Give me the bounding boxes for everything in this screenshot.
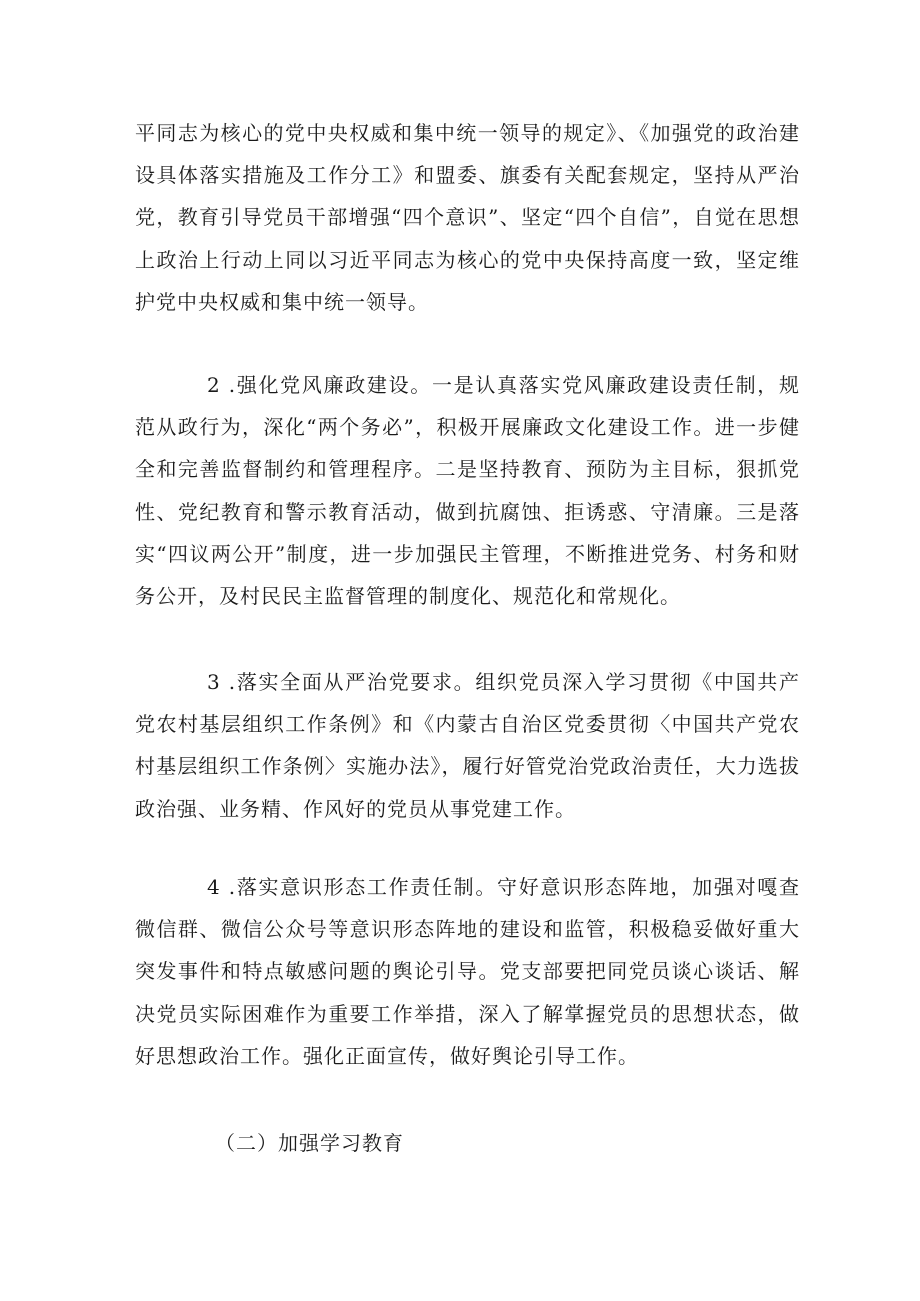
section-heading: （二）加强学习教育	[215, 1131, 404, 1155]
paragraph-continuation: 平同志为核心的党中央权威和集中统一领导的规定》、《加强党的政治建设具体落实措施及工作分工》和盟委、旗委有关配套规定，坚持从严治党，教育引导党员干部增强“四个意识”、坚定“四个自信”，自觉在思想上政治上行动上同以习近平同志为核心的党中央保持高度一致，坚定维护党中央权威和集中统一领导。	[135, 121, 800, 314]
paragraph-item-2: 2 .强化党风廉政建设。一是认真落实党风廉政建设责任制，规范从政行为，深化“两个务必”，积极开展廉政文化建设工作。进一步健全和完善监督制约和管理程序。二是坚持教育、预防为主目标，狠抓党性、党纪教育和警示教育活动，做到抗腐蚀、拒诱惑、守清廉。三是落实“四议两公开”制度，进一步加强民主管理，不断推进党务、村务和财务公开，及村民民主监督管理的制度化、规范化和常规化。	[135, 373, 800, 609]
paragraph-item-3: 3 .落实全面从严治党要求。组织党员深入学习贯彻《中国共产党农村基层组织工作条例》和《内蒙古自治区党委贯彻〈中国共产党农村基层组织工作条例〉实施办法》，履行好管党治党政治责任，大力选拔政治强、业务精、作风好的党员从事党建工作。	[135, 670, 800, 821]
paragraph-item-4: 4 .落实意识形态工作责任制。守好意识形态阵地，加强对嘎查微信群、微信公众号等意识形态阵地的建设和监管，积极稳妥做好重大突发事件和特点敏感问题的舆论引导。党支部要把同党员谈心谈话、解决党员实际困难作为重要工作举措，深入了解掌握党员的思想状态，做好思想政治工作。强化正面宣传，做好舆论引导工作。	[135, 875, 800, 1068]
